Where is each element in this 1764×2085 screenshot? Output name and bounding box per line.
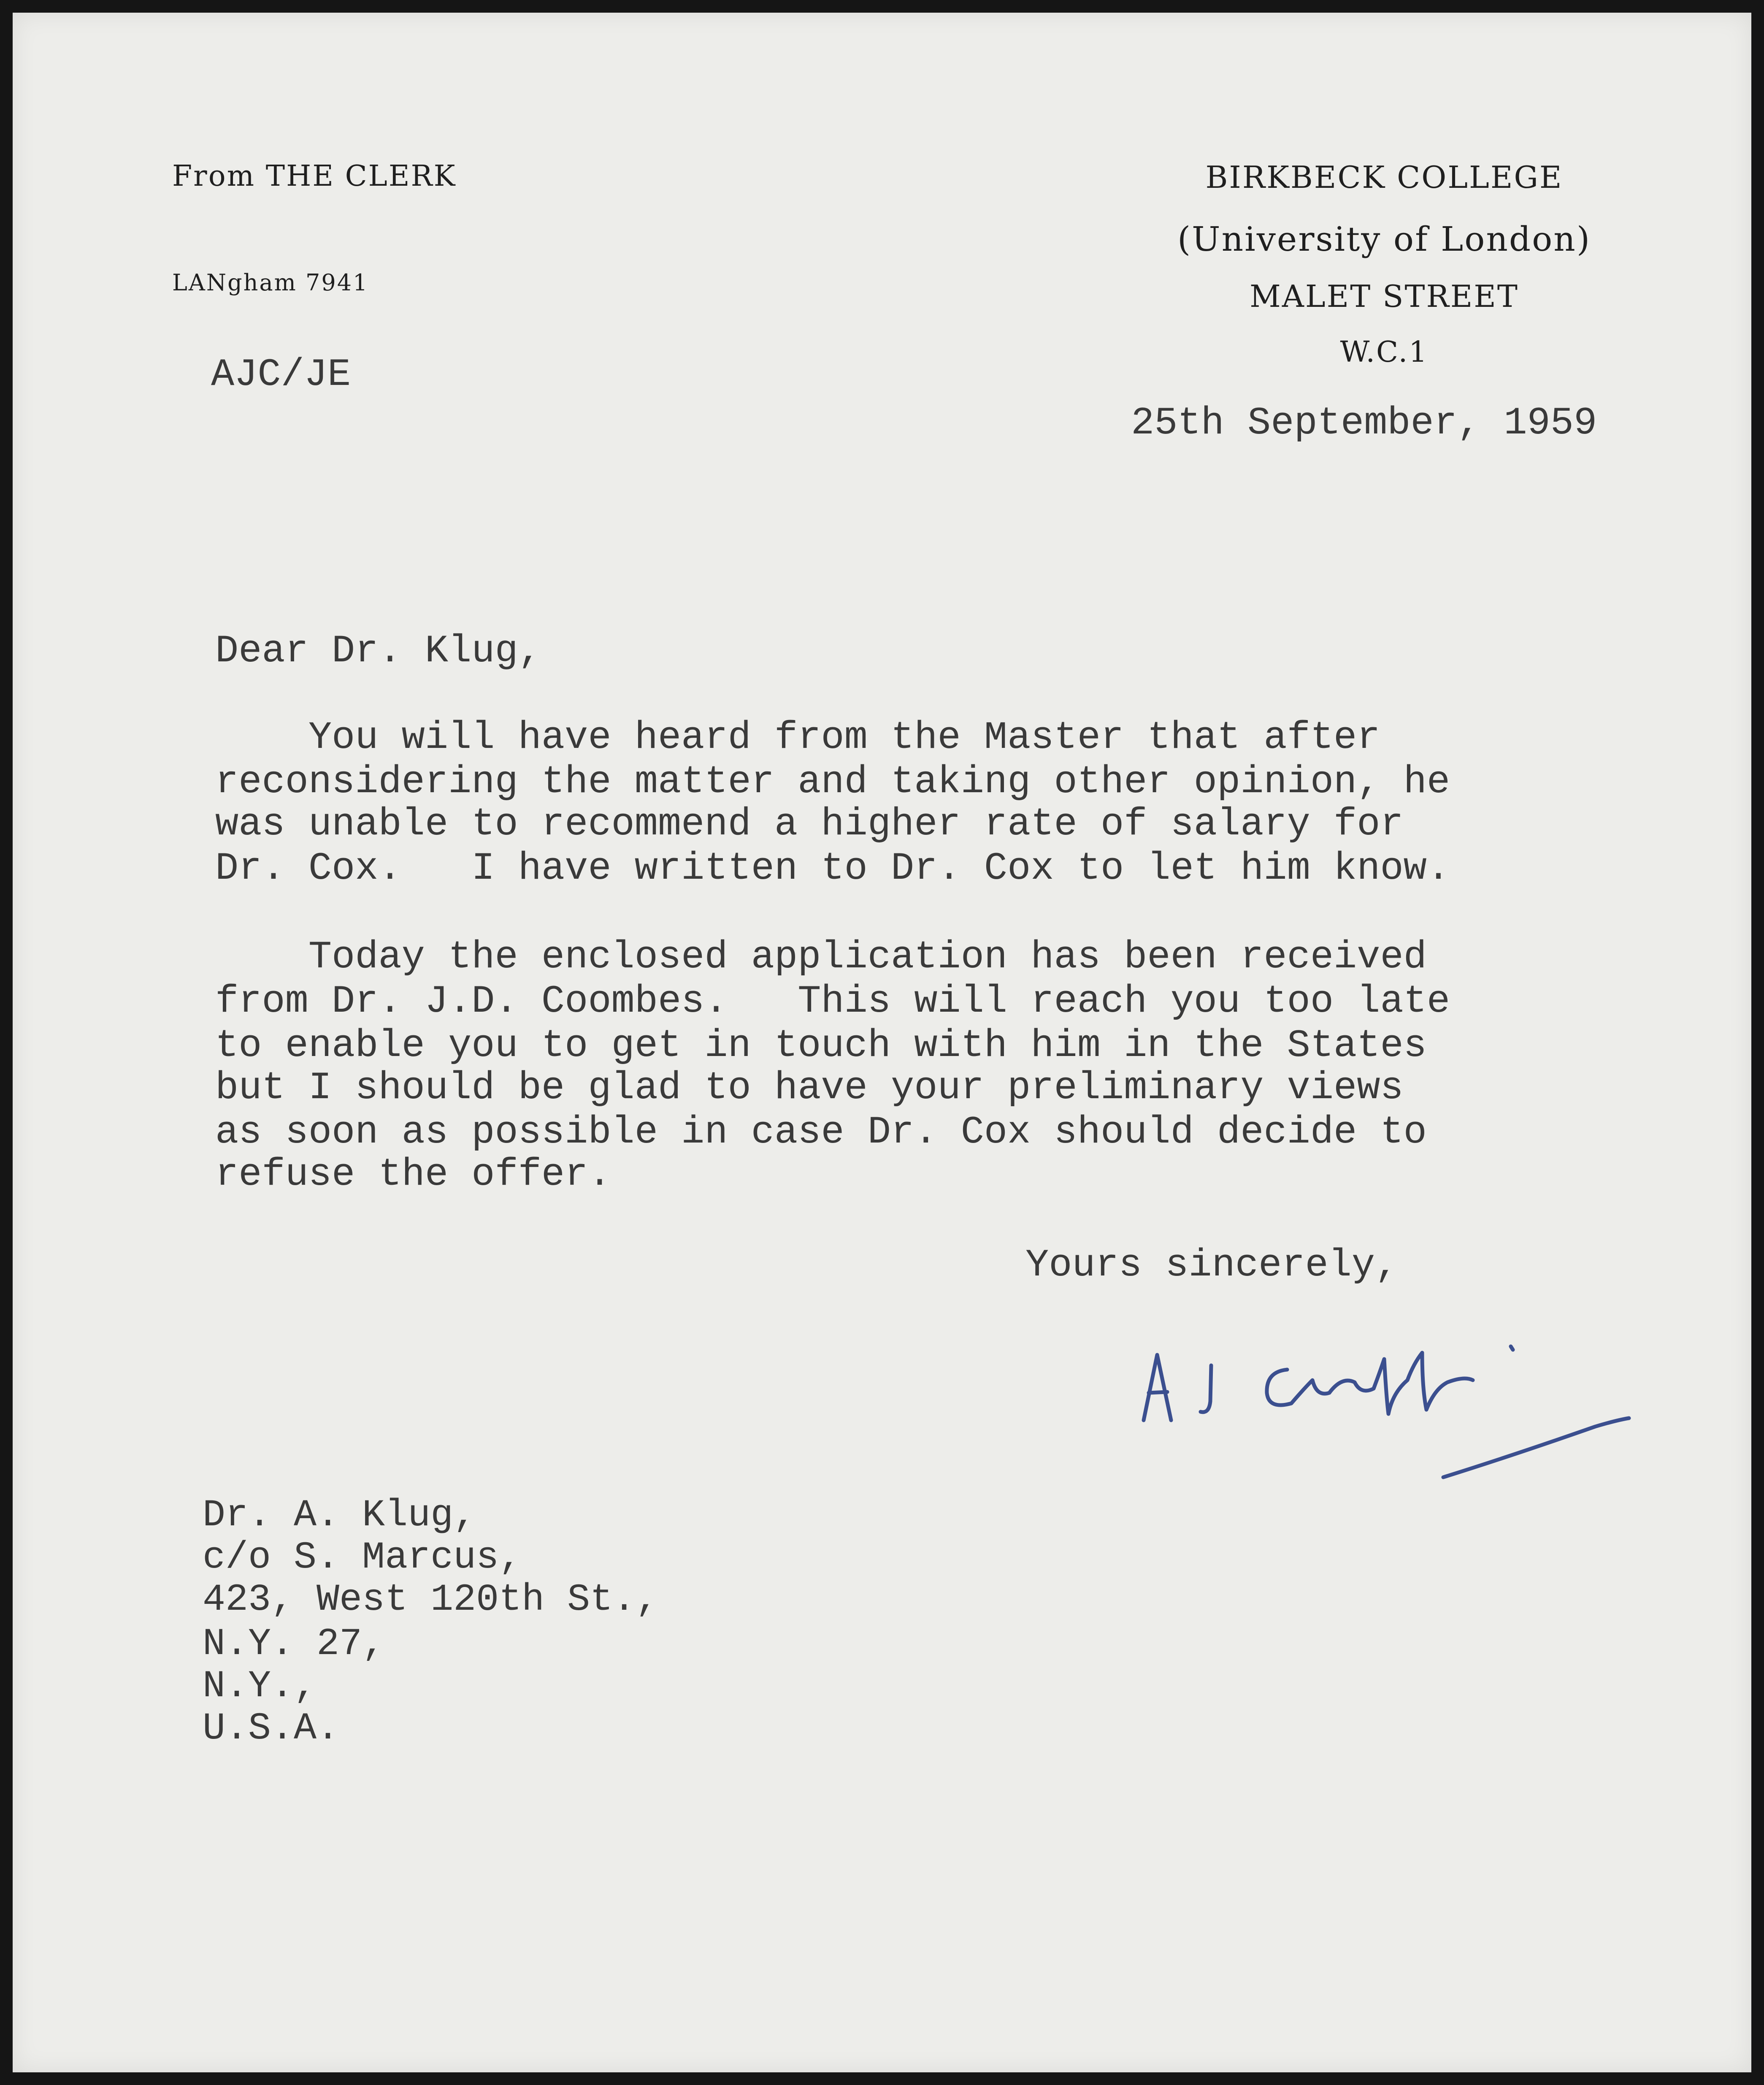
letter-date: 25th September, 1959 [1131, 401, 1597, 445]
body-line: from Dr. J.D. Coombes. This will reach you too late [215, 979, 1450, 1024]
body-line: Today the enclosed application has been received [215, 935, 1427, 979]
letter-page [13, 13, 1751, 2072]
letterhead-district: W.C.1 [1340, 336, 1429, 369]
letterhead-college-name: BIRKBECK COLLEGE [1205, 160, 1563, 195]
signature [1131, 1330, 1658, 1507]
letterhead-from: From THE CLERK [172, 160, 457, 193]
body-line: Dr. Cox. I have written to Dr. Cox to let him know. [215, 846, 1450, 891]
address-line: N.Y. 27, [203, 1623, 385, 1666]
letterhead-phone: LANgham 7941 [172, 269, 369, 296]
body-line: reconsidering the matter and taking other opinion, he [215, 760, 1450, 804]
address-line: 423, West 120th St., [203, 1579, 659, 1622]
address-line: U.S.A. [203, 1707, 340, 1750]
body-line: was unable to recommend a higher rate of salary for [215, 802, 1404, 846]
body-line: refuse the offer. [215, 1152, 611, 1197]
closing: Yours sincerely, [1025, 1243, 1399, 1287]
body-line: You will have heard from the Master that after [215, 715, 1380, 760]
letterhead-university: (University of London) [1177, 219, 1591, 259]
address-line: Dr. A. Klug, [203, 1494, 476, 1537]
letterhead-street: MALET STREET [1250, 279, 1519, 314]
body-line: as soon as possible in case Dr. Cox should decide to [215, 1110, 1427, 1154]
reference-code: AJC/JE [211, 352, 351, 397]
address-line: N.Y., [203, 1665, 317, 1708]
body-line: but I should be glad to have your preliminary views [215, 1066, 1404, 1110]
salutation: Dear Dr. Klug, [215, 629, 541, 673]
address-line: c/o S. Marcus, [203, 1536, 522, 1579]
body-line: to enable you to get in touch with him in the States [215, 1024, 1427, 1068]
